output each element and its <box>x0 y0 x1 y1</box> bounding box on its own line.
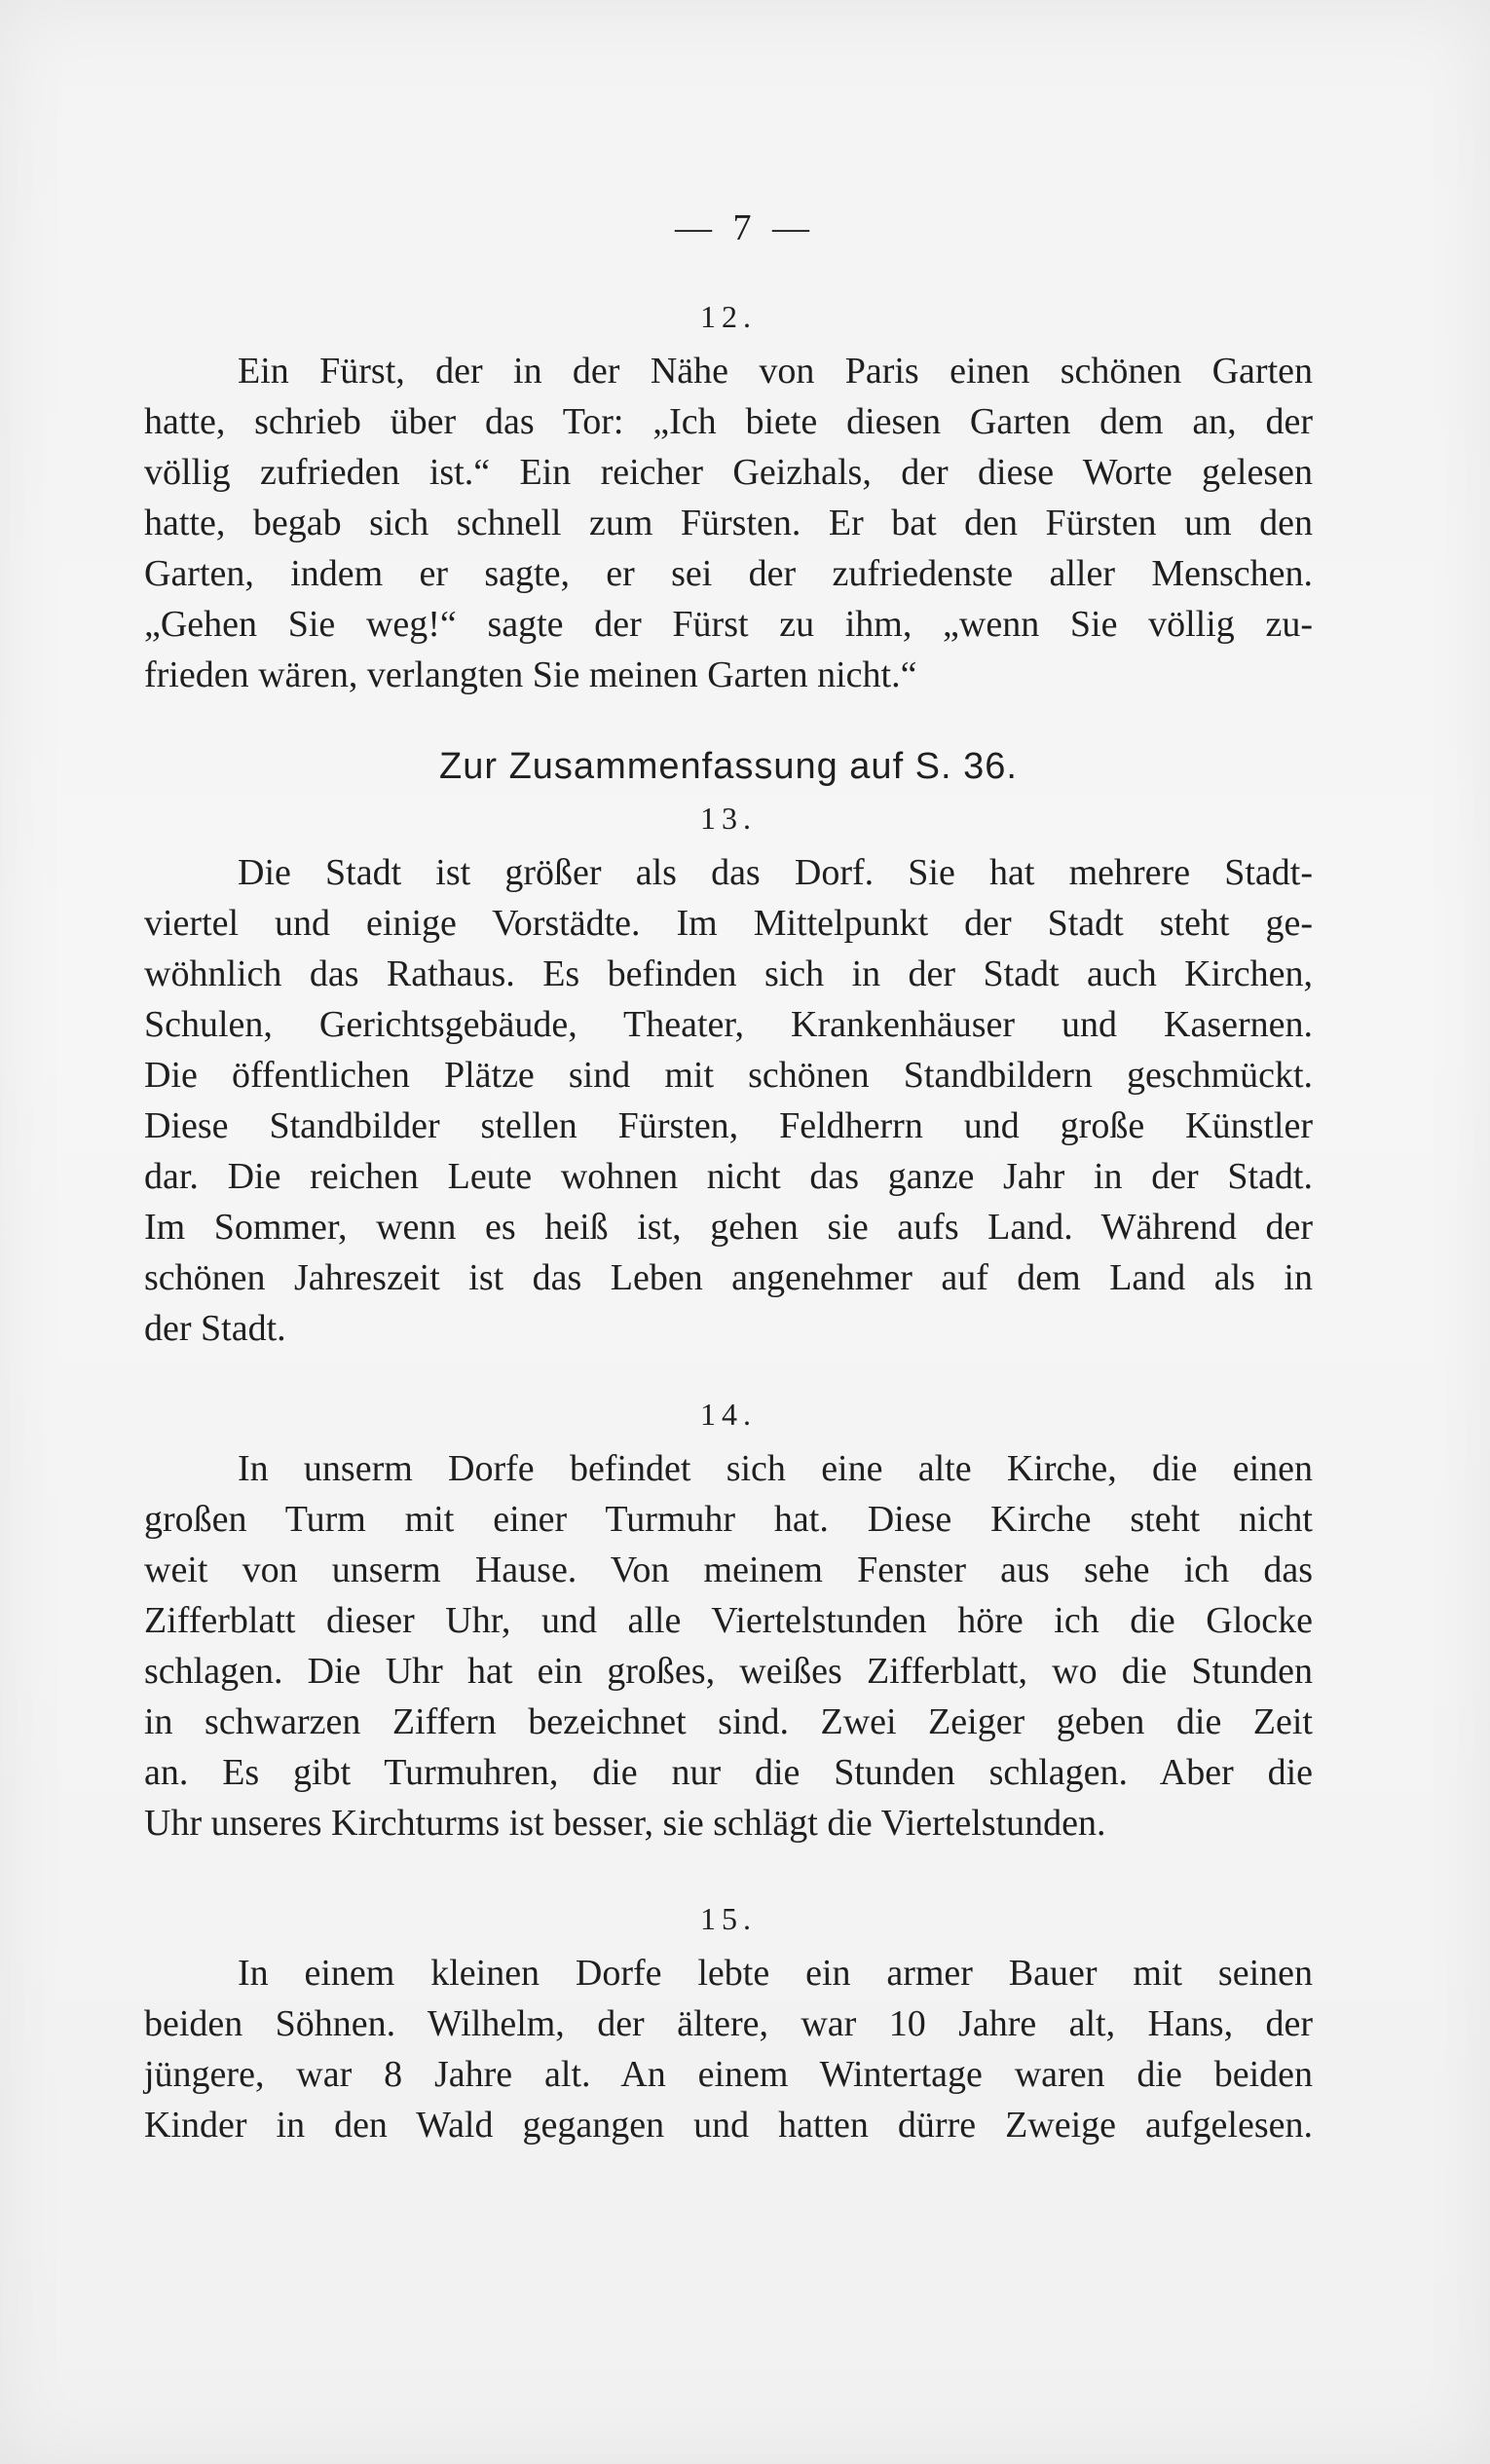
text-line: frieden wären, verlangten Sie meinen Garten nicht.“ <box>144 654 917 695</box>
text-line: Kinder in den Wald gegangen und hatten dürre Zweige aufgelesen. <box>144 2105 1313 2146</box>
text-line: wöhnlich das Rathaus. Es befinden sich in der Stadt auch Kirchen, <box>144 953 1313 994</box>
text-line: Schulen, Gerichtsgebäude, Theater, Krankenhäuser und Kasernen. <box>144 1004 1313 1045</box>
text-line: viertel und einige Vorstädte. Im Mittelpunkt der Stadt steht ge- <box>144 903 1313 944</box>
text-line: „Gehen Sie weg!“ sagte der Fürst zu ihm, „wenn Sie völlig zu- <box>144 604 1313 645</box>
text-line: jüngere, war 8 Jahre alt. An einem Wintertage waren die beiden <box>144 2054 1313 2095</box>
text-line: Uhr unseres Kirchturms ist besser, sie schlägt die Viertelstunden. <box>144 1803 1106 1844</box>
text-line: völlig zufrieden ist.“ Ein reicher Geizhals, der diese Worte gelesen <box>144 452 1313 493</box>
section-number: 13. <box>700 801 757 836</box>
section-15 <box>144 1899 1313 2150</box>
text-line: Zifferblatt dieser Uhr, und alle Viertelstunden höre ich die Glocke <box>144 1600 1313 1641</box>
text-line: Die öffentlichen Plätze sind mit schönen Standbildern geschmückt. <box>144 1055 1313 1096</box>
text-line: schönen Jahreszeit ist das Leben angenehmer auf dem Land als in <box>144 1257 1313 1298</box>
text-line: großen Turm mit einer Turmuhr hat. Diese Kirche steht nicht <box>144 1499 1313 1540</box>
section-number: 14. <box>700 1397 757 1432</box>
text-line: Im Sommer, wenn es heiß ist, gehen sie aufs Land. Während der <box>144 1207 1313 1248</box>
text-line: Garten, indem er sagte, er sei der zufriedenste aller Menschen. <box>144 553 1313 594</box>
text-line: In unserm Dorfe befindet sich eine alte Kirche, die einen <box>238 1448 1313 1489</box>
text-line: in schwarzen Ziffern bezeichnet sind. Zwei Zeiger geben die Zeit <box>144 1701 1313 1742</box>
section-number: 12. <box>700 299 757 334</box>
page-number: — 7 — <box>675 207 815 248</box>
text-line: der Stadt. <box>144 1308 286 1349</box>
text-line: weit von unserm Hause. Von meinem Fenster aus sehe ich das <box>144 1549 1313 1590</box>
text-line: dar. Die reichen Leute wohnen nicht das ganze Jahr in der Stadt. <box>144 1156 1313 1197</box>
text-line: Diese Standbilder stellen Fürsten, Feldherrn und große Künstler <box>144 1105 1313 1146</box>
text-line: Die Stadt ist größer als das Dorf. Sie hat mehrere Stadt- <box>238 852 1313 893</box>
section-heading: Zur Zusammenfassung auf S. 36. <box>439 746 1018 787</box>
text-line: Ein Fürst, der in der Nähe von Paris einen schönen Garten <box>238 351 1313 392</box>
section-13 <box>144 740 1313 1354</box>
section-14 <box>144 1395 1313 1848</box>
text-line: beiden Söhnen. Wilhelm, der ältere, war 10 Jahre alt, Hans, der <box>144 2003 1313 2044</box>
text-line: In einem kleinen Dorfe lebte ein armer Bauer mit seinen <box>238 1953 1313 1994</box>
section-12 <box>144 297 1313 700</box>
text-line: an. Es gibt Turmuhren, die nur die Stunden schlagen. Aber die <box>144 1752 1313 1793</box>
section-number: 15. <box>700 1901 757 1936</box>
text-line: schlagen. Die Uhr hat ein großes, weißes Zifferblatt, wo die Stunden <box>144 1651 1313 1692</box>
text-line: hatte, schrieb über das Tor: „Ich biete diesen Garten dem an, der <box>144 401 1313 442</box>
text-line: hatte, begab sich schnell zum Fürsten. Er bat den Fürsten um den <box>144 503 1313 543</box>
